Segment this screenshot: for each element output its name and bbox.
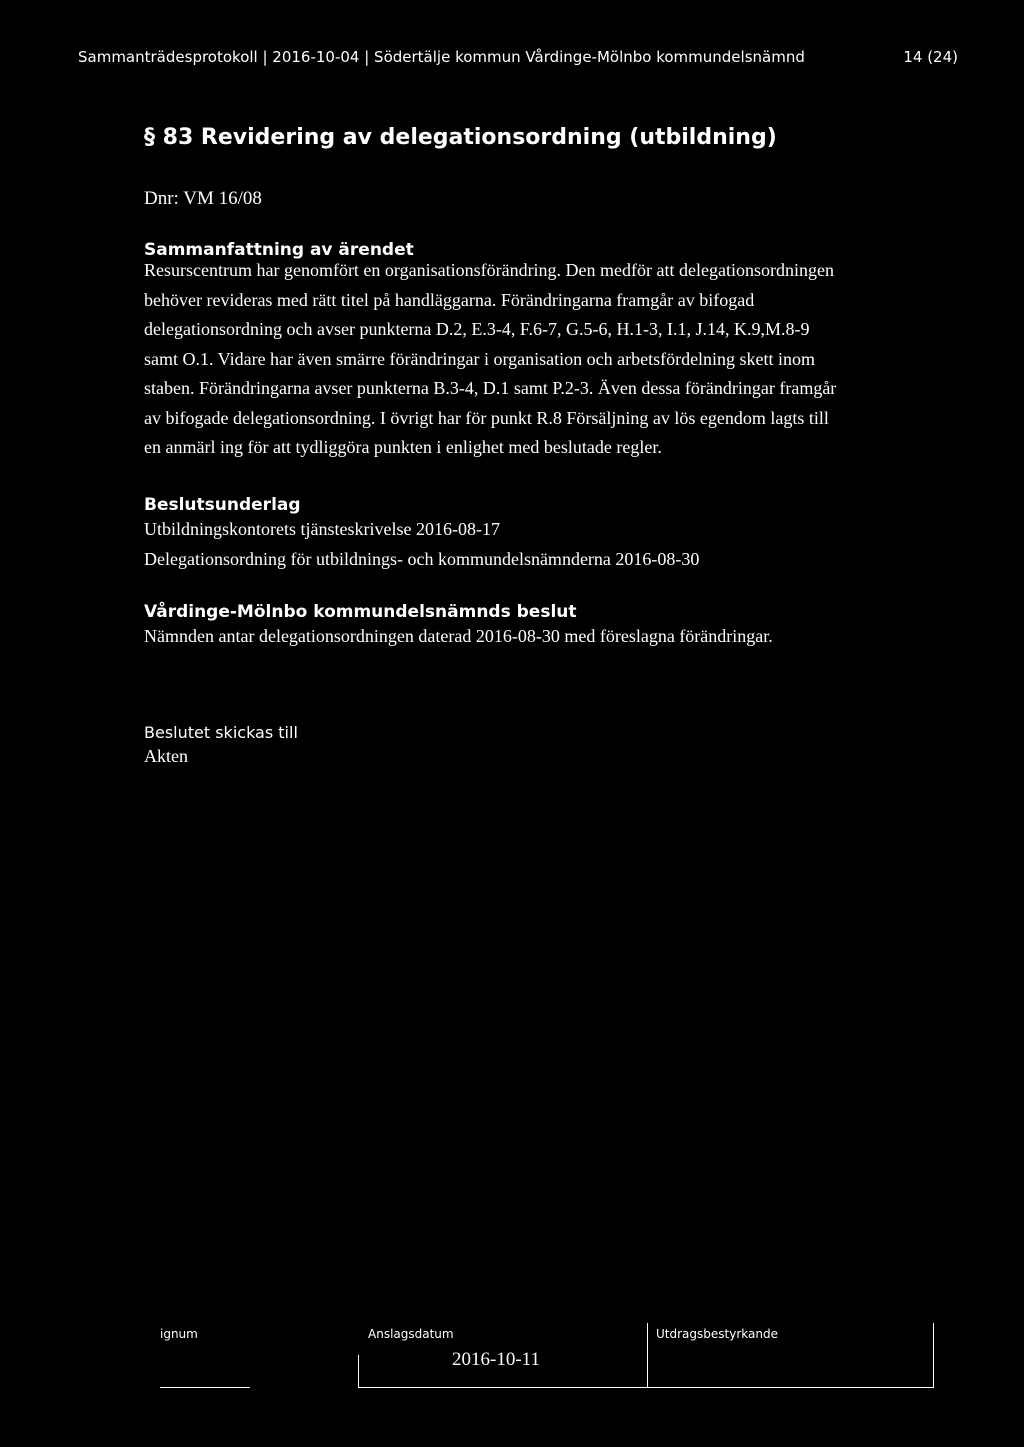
sendto-recipient: Akten xyxy=(144,746,188,766)
summary-line: behöver revideras med rätt titel på handläggarna. Förändringarna framgår av bifogad xyxy=(144,289,755,310)
decision-text: Nämnden antar delegationsordningen daterad 2016-08-30 med föreslagna förändringar. xyxy=(144,626,773,646)
summary-paragraph xyxy=(144,256,836,463)
summary-line: av bifogade delegationsordning. I övrigt har för punkt R.8 Försäljning av lös egendom lagts till xyxy=(144,407,829,428)
signum-underline xyxy=(160,1387,250,1388)
summary-line: staben. Förändringarna avser punkterna B.3-4, D.1 samt P.2-3. Även dessa förändringar framgår xyxy=(144,378,837,398)
summary-line: en anmärl ing för att tydliggöra punkten i enlighet med beslutade regler. xyxy=(144,437,662,457)
posting-date-value: 2016-10-11 xyxy=(452,1349,540,1370)
decision-section xyxy=(144,602,773,652)
basis-heading: Beslutsunderlag xyxy=(144,495,301,515)
basis-item: Utbildningskontorets tjänsteskrivelse 2016-08-17 xyxy=(144,519,500,539)
basis-item: Delegationsordning för utbildnings- och kommundelsnämnderna 2016-08-30 xyxy=(144,548,700,569)
summary-line: delegationsordning och avser punkterna D.2, E.3-4, F.6-7, G.5-6, H.1-3, I.1, J.14, K.9,M.8-9 xyxy=(144,319,810,339)
case-number: Dnr: VM 16/08 xyxy=(144,188,262,209)
sendto-label: Beslutet skickas till xyxy=(144,723,298,742)
summary-line: samt O.1. Vidare har även smärre förändringar i organisation och arbetsfördelning skett inom xyxy=(144,348,816,369)
summary-section xyxy=(144,240,836,463)
page-header xyxy=(78,48,958,66)
page-number: 14 (24) xyxy=(903,48,958,66)
sendto-section xyxy=(144,723,298,772)
header-text: Sammanträdesprotokoll | 2016-10-04 | Södertälje kommun Vårdinge-Mölnbo kommundelsnämnd xyxy=(78,48,805,66)
decision-heading: Vårdinge-Mölnbo kommundelsnämnds beslut xyxy=(144,602,577,622)
section-title: § 83 Revidering av delegationsordning (utbildning) xyxy=(144,125,777,150)
summary-heading: Sammanfattning av ärendet xyxy=(144,240,414,260)
posting-date-divider xyxy=(358,1355,359,1388)
certification-divider xyxy=(647,1323,648,1388)
basis-list xyxy=(144,515,699,574)
certification-right-border xyxy=(933,1323,934,1388)
certification-label: Utdragsbestyrkande xyxy=(656,1327,778,1341)
posting-date-label: Anslagsdatum xyxy=(368,1327,454,1341)
summary-line: Resurscentrum har genomfört en organisationsförändring. Den medför att delegationsordningen xyxy=(144,260,834,280)
signum-label: ignum xyxy=(160,1327,198,1341)
basis-section xyxy=(144,495,699,574)
posting-date-underline xyxy=(358,1387,934,1388)
